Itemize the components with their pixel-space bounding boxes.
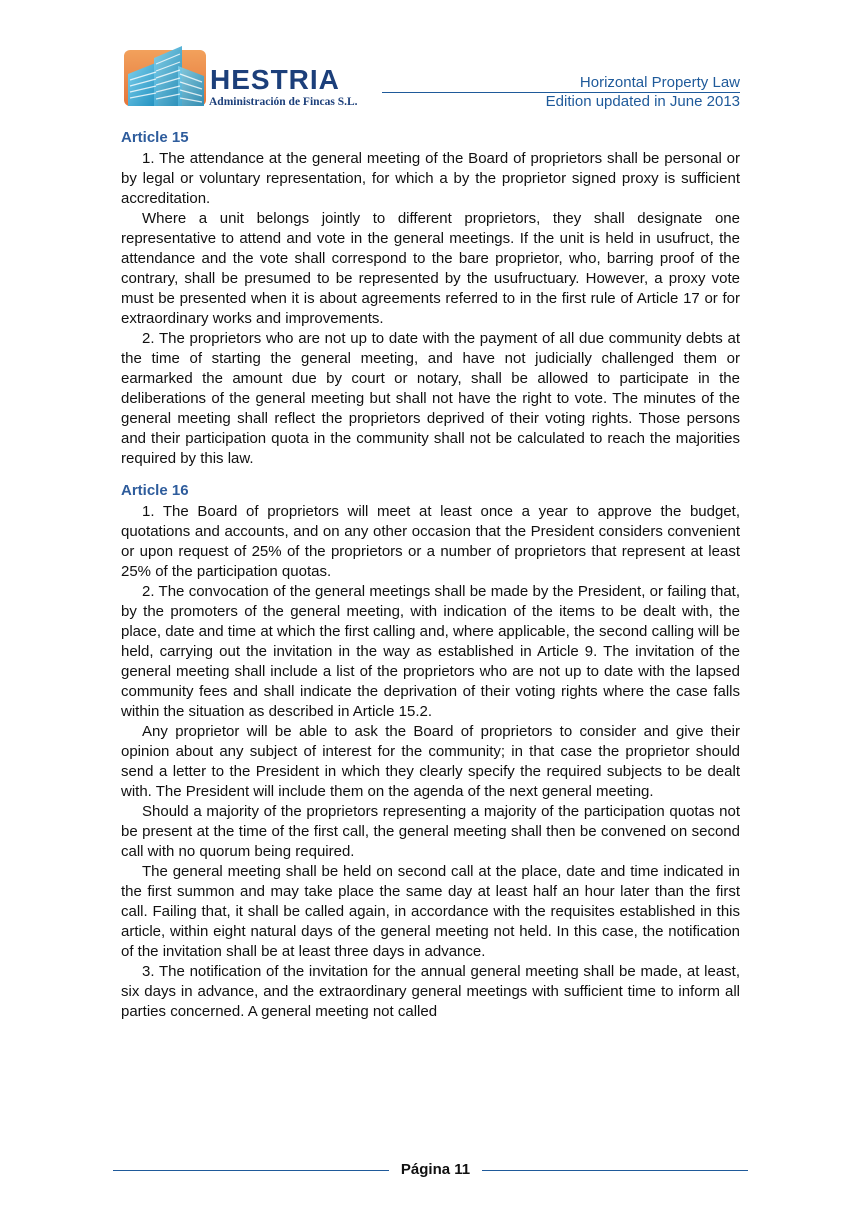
brand-name: HESTRIA xyxy=(210,64,340,95)
paragraph: 2. The proprietors who are not up to date with the payment of all due community debts at the time of starting the general meeting, and have not judicially challenged them or earmarked the amount due by court or notary, shall be allowed to participate in the deliberations of the general meeting but shall not have the right to vote. The minutes of the general meeting shall reflect the proprietors deprived of their voting rights. Those persons and their participation quota in the community shall not be calculated to reach the majorities required by this law. xyxy=(121,330,740,467)
paragraph: The general meeting shall be held on second call at the place, date and time indicated in the first summon and may take place the same day at least half an hour later than the first call. Failing that, it shall be called again, in accordance with the requisites established in this article, within eight natural days of the general meeting not held. In this case, the notification of the invitation shall be at least three days in advance. xyxy=(121,863,740,960)
paragraph: 1. The Board of proprietors will meet at least once a year to approve the budget, quotations and accounts, and on any other occasion that the President considers convenient or upon request of 25% of the proprietors or a number of proprietors that represent at least 25% of the participation quotas. xyxy=(121,503,740,580)
paragraph: Where a unit belongs jointly to different proprietors, they shall designate one representative to attend and vote in the general meetings. If the unit is held in usufruct, the attendance and the vote shall correspond to the bare proprietor, who, barring proof of the contrary, shall be presumed to be represented by the usufructuary. However, a proxy vote must be presented when it is about agreements referred to in the first rule of Article 17 or for extraordinary works and improvements. xyxy=(121,210,740,327)
paragraph: Should a majority of the proprietors representing a majority of the participation quotas not be present at the time of the first call, the general meeting shall then be convened on second call with no quorum being required. xyxy=(121,803,740,860)
article-16 xyxy=(121,481,740,1022)
paragraph: 1. The attendance at the general meeting of the Board of proprietors shall be personal or by legal or voluntary representation, for which a by the proprietor signed proxy is sufficient accreditation. xyxy=(121,150,740,207)
paragraph: Any proprietor will be able to ask the Board of proprietors to consider and give their opinion about any subject of interest for the community; in that case the proprietor should send a letter to the President in which they clearly specify the required subjects to be dealt with. The President will include them on the agenda of the next general meeting. xyxy=(121,723,740,800)
footer-divider-right xyxy=(482,1170,748,1171)
paragraph: 3. The notification of the invitation for the annual general meeting shall be made, at least, six days in advance, and the extraordinary general meetings with sufficient time to inform all parties concerned. A general meeting not called xyxy=(121,963,740,1020)
document-title: Horizontal Property Law xyxy=(579,74,740,91)
article-title: Article 16 xyxy=(121,482,189,499)
brand-subtitle: Administración de Fincas S.L. xyxy=(209,96,358,108)
article-15 xyxy=(121,128,740,469)
page-number: Página 11 xyxy=(400,1161,471,1178)
paragraph: 2. The convocation of the general meetings shall be made by the President, or failing that, by the promoters of the general meeting, with indication of the items to be dealt with, the place, date and time at which the first calling and, where applicable, the second calling will be held, carrying out the invitation in the way as established in Article 9. The invitation of the general meeting shall include a list of the proprietors who are not up to date with the lapsed community fees and shall indicate the deprivation of their voting rights where the case falls within the situation as described in Article 15.2. xyxy=(121,583,740,720)
page-header xyxy=(0,0,861,125)
document-edition: Edition updated in June 2013 xyxy=(545,93,740,110)
article-title: Article 15 xyxy=(121,129,189,146)
page-content xyxy=(121,128,740,1022)
footer-divider-left xyxy=(113,1170,389,1171)
